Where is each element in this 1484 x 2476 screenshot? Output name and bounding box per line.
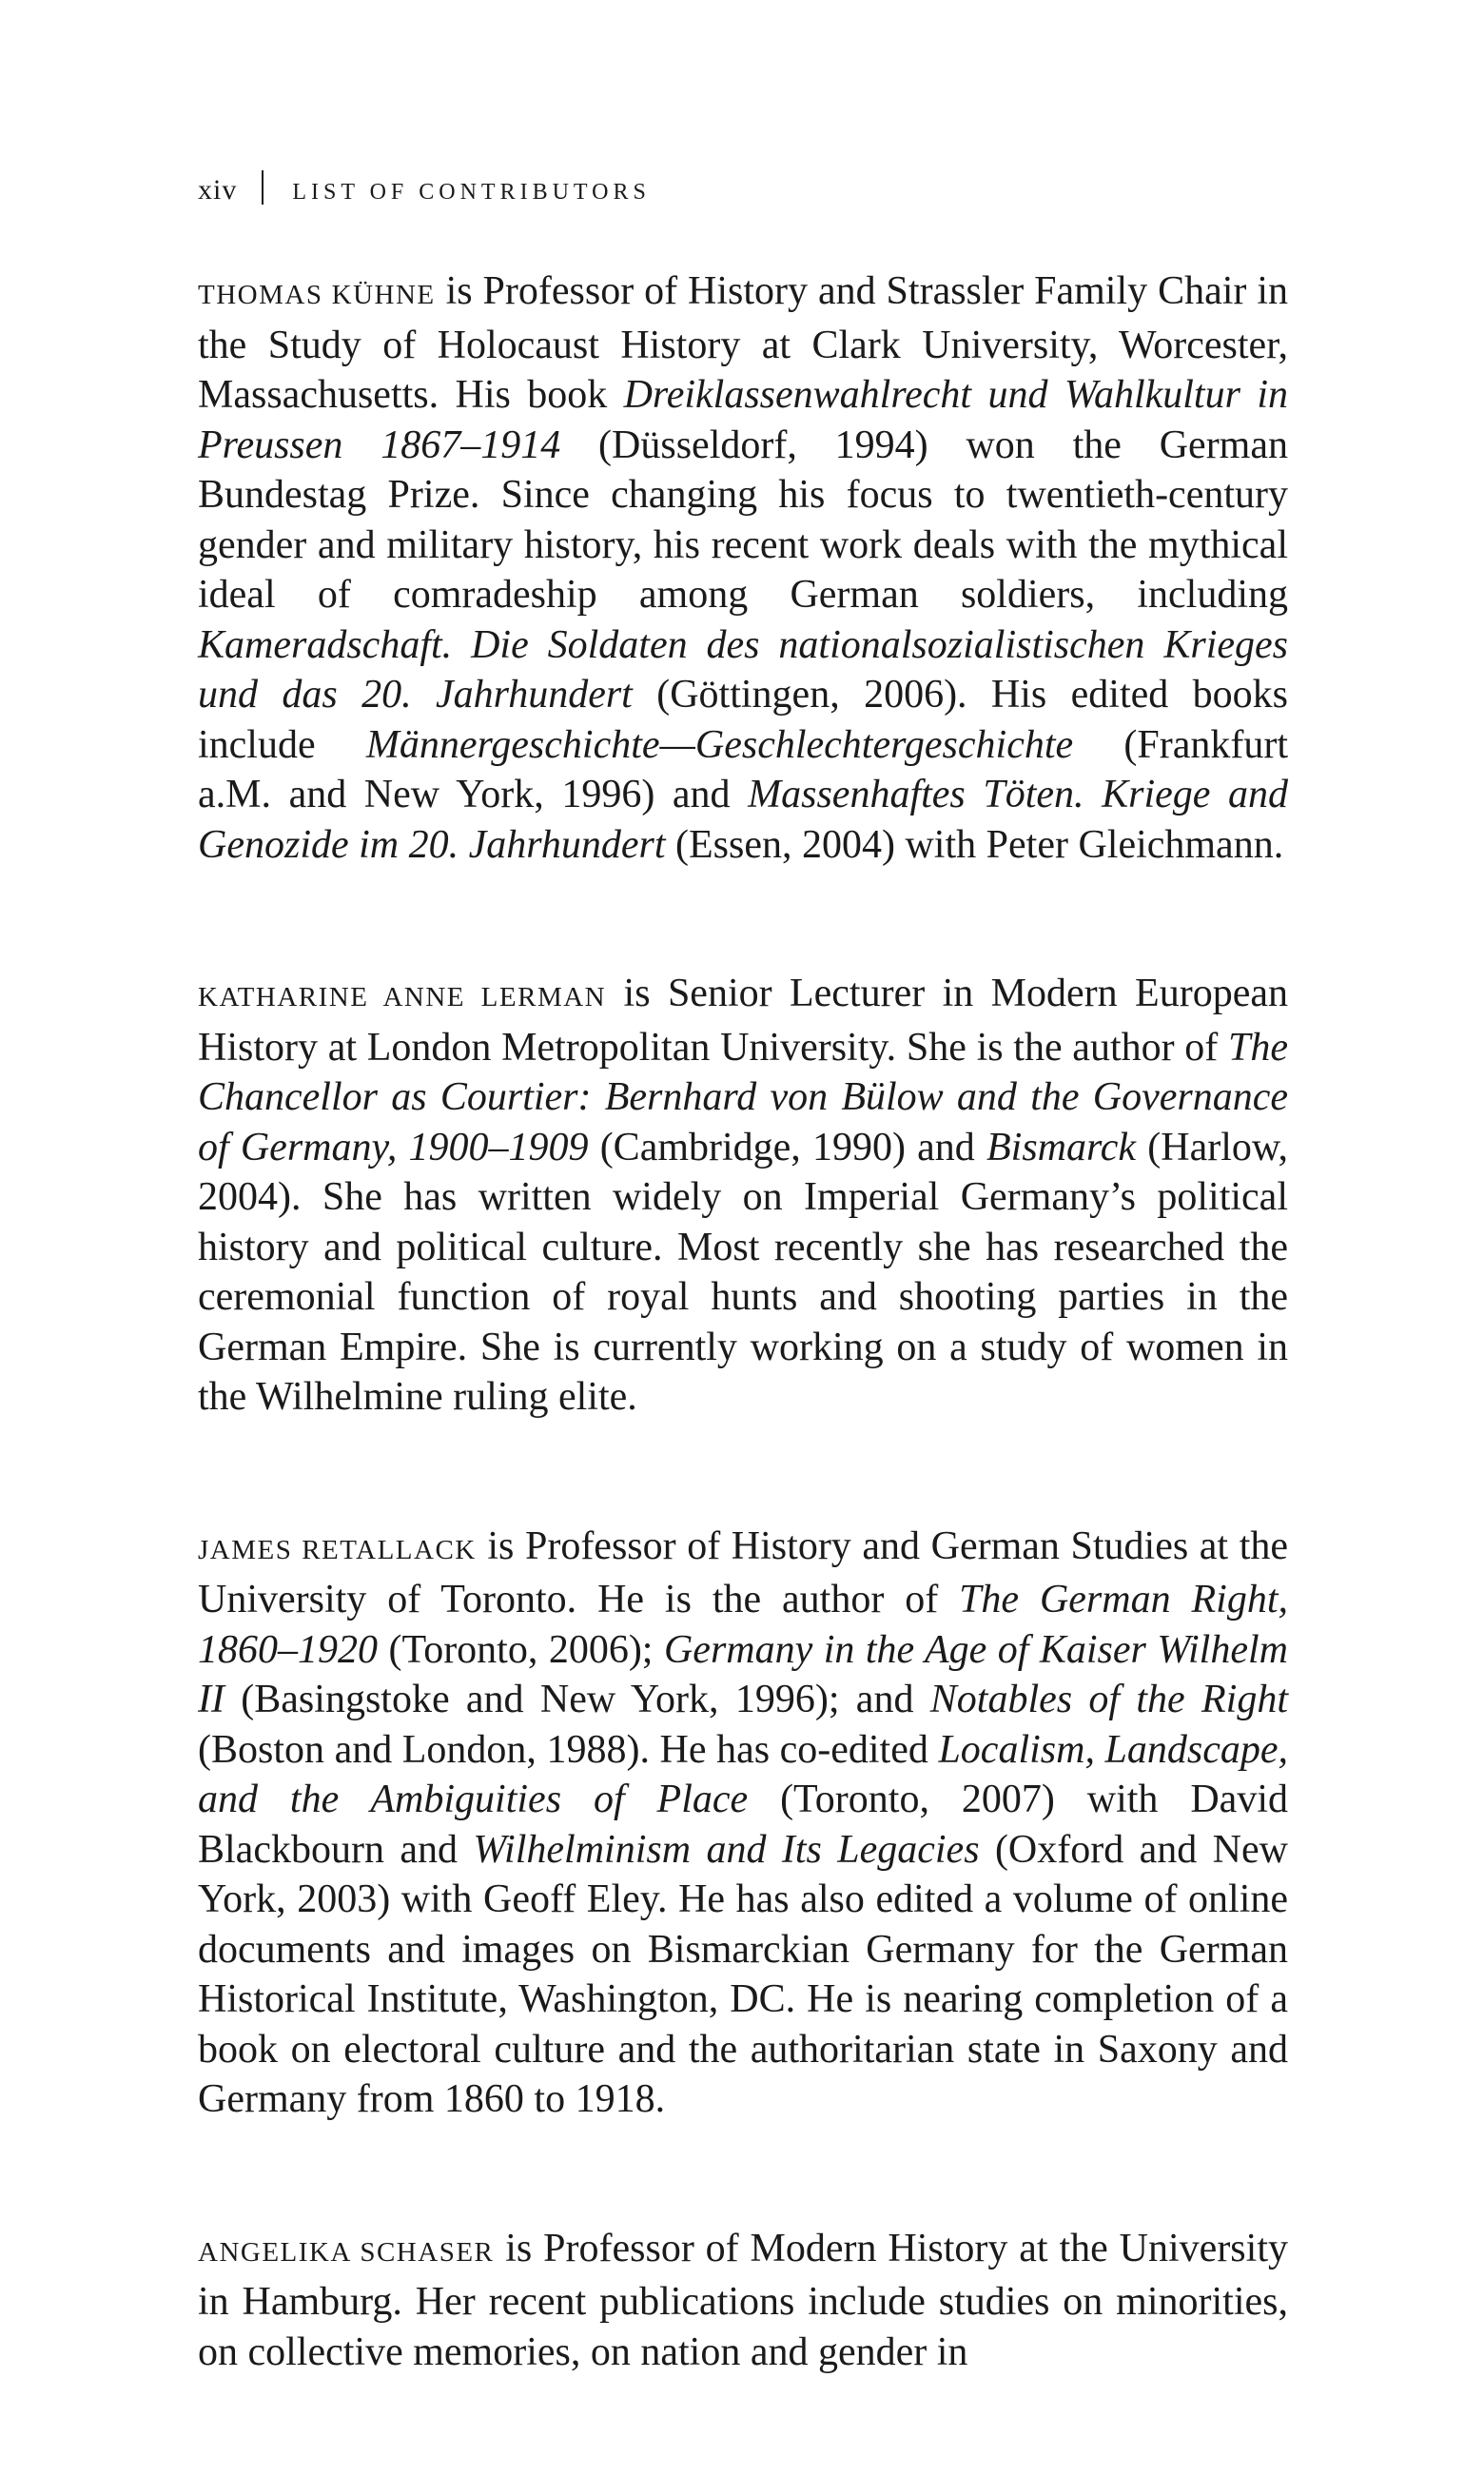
bio-text: (Frankfurt a.M. and New York, 1996) and [198, 722, 1288, 816]
bio-text: (Cambridge, 1990) and [588, 1125, 986, 1169]
publication-title: Kameradschaft. Die Soldaten des nationalsozialistischen Krieges und das 20. Jahrhundert [198, 622, 1288, 717]
publication-title: Massenhaftes Töten. Kriege and Genozide im 20. Jahrhundert [198, 773, 1288, 867]
bio-text: (Toronto, 2007) with David Blackbourn and [198, 1778, 1288, 1872]
running-title: LIST OF CONTRIBUTORS [292, 180, 651, 205]
publication-title: The German Right, 1860–1920 [198, 1578, 1288, 1672]
bio-text: (Toronto, 2006); [378, 1627, 664, 1672]
bio-text: (Düsseldorf, 1994) won the German Bundestag Prize. Since changing his focus to twentieth-century gender and military history, his recent work deals with the mythical ideal of comradeship among German soldiers, including [198, 422, 1288, 617]
publication-title: Germany in the Age of Kaiser Wilhelm II [198, 1627, 1288, 1721]
publication-title: Bismarck [986, 1125, 1137, 1169]
page-number: xiv [198, 174, 238, 206]
publication-title: Notables of the Right [929, 1678, 1289, 1721]
bio-text: (Boston and London, 1988). He has co-edited [198, 1727, 939, 1772]
contributor-name: JAMES RETALLACK [198, 1534, 477, 1565]
bio-text: is Professor of History and Strassler Family Chair in the Study of Holocaust History at Clark University, Worcester, Massachusetts. His book [198, 269, 1288, 417]
publication-title: Localism, Landscape, and the Ambiguities of Place [198, 1727, 1288, 1821]
bio-text: is Senior Lecturer in Modern European History at London Metropolitan University. She is the author of [198, 972, 1288, 1070]
contributor-entry [198, 969, 1288, 1423]
publication-title: The Chancellor as Courtier: Bernhard von Bülow and the Governance of Germany, 1900–1909 [198, 1025, 1288, 1169]
contributor-entry [198, 1522, 1288, 2125]
running-header [198, 169, 651, 213]
contributor-name: THOMAS KÜHNE [198, 280, 436, 310]
contributor-name: KATHARINE ANNE LERMAN [198, 982, 607, 1012]
bio-text: (Oxford and New York, 2003) with Geoff Eley. He has also edited a volume of online documents and images on Bismarckian Germany for the German Historical Institute, Washington, DC. He is nearing completion of a book on electoral culture and the authoritarian state in Saxony and Germany from 1860 to 1918. [198, 1827, 1288, 2121]
contributor-entry [198, 266, 1288, 870]
header-divider [262, 170, 264, 205]
contributor-name: ANGELIKA SCHASER [198, 2236, 495, 2268]
bio-text: (Göttingen, 2006). His edited books include [198, 673, 1288, 767]
bio-text: is Professor of History and German Studies at the University of Toronto. He is the author of [198, 1523, 1289, 1621]
bio-text: (Essen, 2004) with Peter Gleichmann. [665, 822, 1284, 867]
bio-text: (Basingstoke and New York, 1996); and [224, 1678, 930, 1721]
contributor-entry [198, 2224, 1288, 2378]
bio-text: (Harlow, 2004). She has written widely on Imperial Germany’s political history and political culture. Most recently she has researched the ceremonial function of royal hunts and shooting parties in the German Empire. She is currently working on a study of women in the Wilhelmine ruling elite. [198, 1125, 1288, 1419]
publication-title: Wilhelminism and Its Legacies [473, 1827, 980, 1872]
contributor-list [198, 266, 1288, 2476]
bio-text: is Professor of Modern History at the University in Hamburg. Her recent publications include studies on minorities, on collective memories, on nation and gender in [198, 2226, 1288, 2374]
publication-title: Männergeschichte—Geschlechtergeschichte [365, 722, 1074, 767]
publication-title: Dreiklassenwahlrecht und Wahlkultur in Preussen 1867–1914 [198, 373, 1288, 467]
